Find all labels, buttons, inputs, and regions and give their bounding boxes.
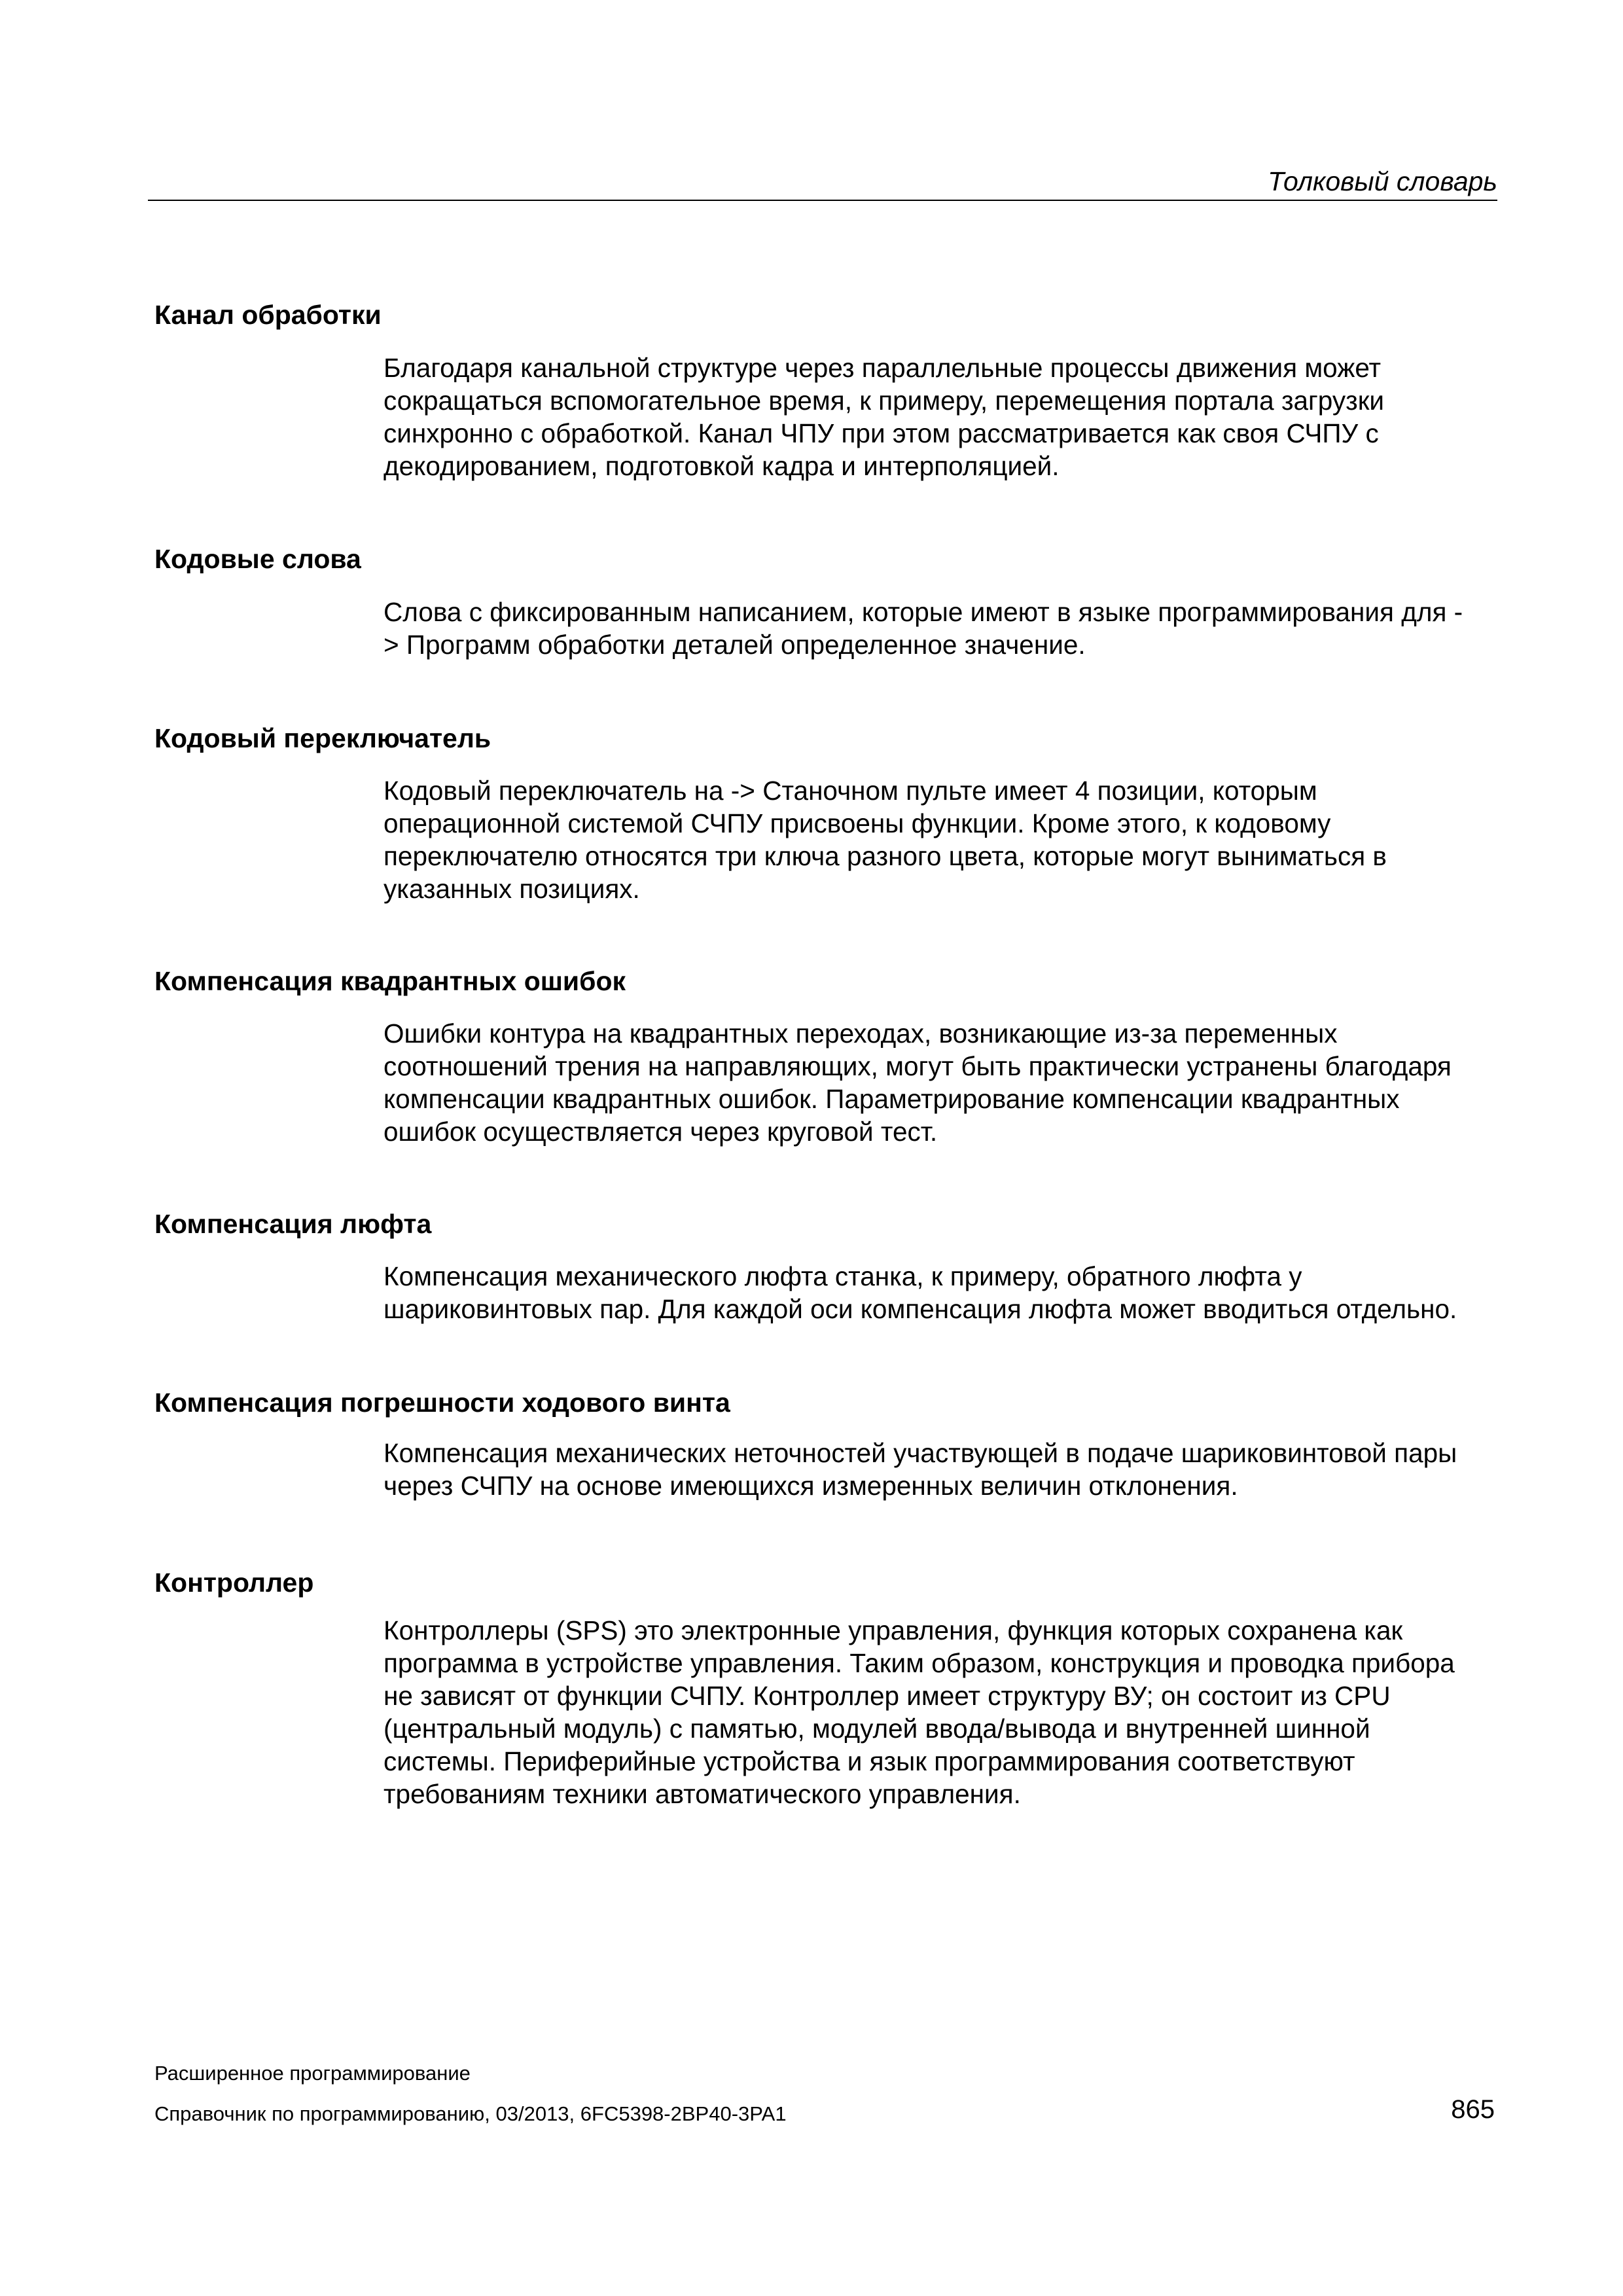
entry-line: > Программ обработки деталей определенное значение.: [383, 630, 1086, 660]
entry-line: требованиям техники автоматического управления.: [383, 1779, 1021, 1809]
entry-line: (центральный модуль) с памятью, модулей ввода/вывода и внутренней шинной: [383, 1713, 1370, 1744]
entry-body: [383, 1260, 1509, 1325]
running-header-title: Толковый словарь: [1268, 166, 1497, 196]
footer-reference: Справочник по программированию, 03/2013, 6FC5398-2BP40-3PA1: [154, 2102, 787, 2125]
entry-line: декодированием, подготовкой кадра и интерполяцией.: [383, 451, 1060, 481]
entry-line: ошибок осуществляется через круговой тест.: [383, 1117, 938, 1147]
entry-heading: Компенсация люфта: [154, 1209, 432, 1239]
entry-line: Компенсация механических неточностей участвующей в подаче шариковинтовой пары: [383, 1438, 1457, 1468]
entry-line: указанных позициях.: [383, 874, 640, 904]
page-number: 865: [1451, 2095, 1495, 2124]
header-rule: [148, 200, 1497, 201]
entry-line: операционной системой СЧПУ присвоены функции. Кроме этого, к кодовому: [383, 808, 1331, 838]
entry-heading: Кодовые слова: [154, 544, 361, 574]
entry-heading: Контроллер: [154, 1568, 314, 1598]
entry-line: сокращаться вспомогательное время, к примеру, перемещения портала загрузки: [383, 386, 1385, 416]
entry-heading: Компенсация погрешности ходового винта: [154, 1388, 730, 1418]
entry-body: [383, 774, 1509, 905]
entry-line: компенсации квадрантных ошибок. Параметрирование компенсации квадрантных: [383, 1084, 1400, 1114]
entry-line: переключателю относятся три ключа разного цвета, которые могут выниматься в: [383, 841, 1387, 871]
entry-line: Ошибки контура на квадрантных переходах, возникающие из-за переменных: [383, 1018, 1338, 1049]
entry-line: Слова с фиксированным написанием, которые имеют в языке программирования для -: [383, 597, 1463, 627]
entry-line: Благодаря канальной структуре через параллельные процессы движения может: [383, 353, 1382, 383]
entry-heading: Канал обработки: [154, 300, 382, 330]
entry-line: Кодовый переключатель на -> Станочном пульте имеет 4 позиции, которым: [383, 776, 1317, 806]
entry-body: [383, 596, 1509, 661]
entry-body: [383, 1614, 1509, 1810]
entry-line: Контроллеры (SPS) это электронные управления, функция которых сохранена как: [383, 1615, 1403, 1645]
entry-line: системы. Периферийные устройства и язык программирования соответствуют: [383, 1746, 1355, 1776]
entry-line: соотношений трения на направляющих, могут быть практически устранены благодаря: [383, 1051, 1452, 1081]
entry-body: [383, 351, 1509, 482]
entry-line: программа в устройстве управления. Таким образом, конструкция и проводка прибора: [383, 1648, 1455, 1678]
entry-heading: Кодовый переключатель: [154, 723, 491, 753]
entry-line: шариковинтовых пар. Для каждой оси компенсация люфта может вводиться отдельно.: [383, 1294, 1457, 1324]
entry-line: через СЧПУ на основе имеющихся измеренных величин отклонения.: [383, 1471, 1238, 1501]
entry-body: [383, 1437, 1509, 1502]
entry-body: [383, 1017, 1509, 1148]
entry-line: синхронно с обработкой. Канал ЧПУ при этом рассматривается как своя СЧПУ с: [383, 418, 1379, 448]
footer-document-title: Расширенное программирование: [154, 2062, 471, 2085]
entry-line: Компенсация механического люфта станка, к примеру, обратного люфта у: [383, 1261, 1302, 1291]
entry-line: не зависят от функции СЧПУ. Контроллер имеет структуру ВУ; он состоит из CPU: [383, 1681, 1391, 1711]
entry-heading: Компенсация квадрантных ошибок: [154, 966, 626, 996]
